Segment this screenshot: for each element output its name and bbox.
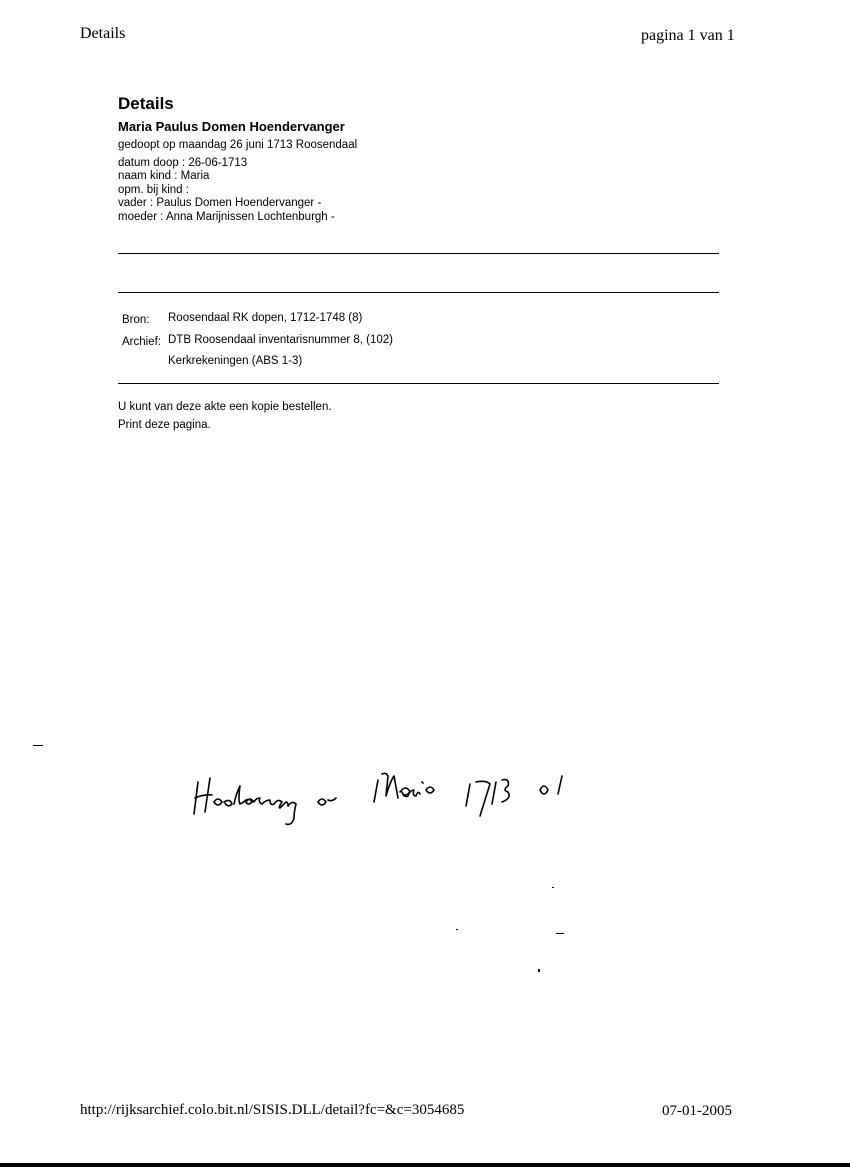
scan-speck [456, 929, 458, 930]
field-baptism-date: datum doop : 26-06-1713 [118, 156, 248, 169]
field-mother: moeder : Anna Marijnissen Lochtenburgh - [118, 210, 335, 223]
baptism-summary: gedoopt op maandag 26 juni 1713 Roosendaal [118, 139, 358, 151]
scan-speck [33, 745, 43, 746]
record-fields [118, 157, 720, 225]
print-footer-date: 07-01-2005 [662, 1103, 732, 1119]
source-label: Bron: [122, 314, 150, 326]
scan-speck [538, 969, 540, 972]
archive-label: Archief: [122, 336, 161, 348]
action-links [118, 398, 332, 434]
scan-speck [552, 887, 554, 888]
scan-speck [556, 933, 564, 934]
field-child-name: naam kind : Maria [118, 170, 210, 182]
handwritten-annotation [190, 762, 590, 832]
field-child-remark: opm. bij kind : [118, 183, 189, 196]
field-father: vader : Paulus Domen Hoendervanger - [118, 197, 322, 209]
divider [118, 253, 719, 254]
scan-edge [0, 1163, 850, 1167]
page-title: Details [118, 94, 174, 113]
print-header-page-number: pagina 1 van 1 [641, 27, 735, 44]
record-details [118, 93, 720, 224]
source-value: Roosendaal RK dopen, 1712-1748 (8) [168, 312, 363, 324]
divider [118, 383, 719, 384]
record-name: Maria Paulus Domen Hoendervanger [118, 119, 345, 134]
divider [118, 292, 719, 293]
print-footer-url: http://rijksarchief.colo.bit.nl/SISIS.DLL/detail?fc=&c=3054685 [80, 1102, 465, 1118]
print-page-link[interactable]: Print deze pagina. [118, 419, 211, 431]
order-copy-link[interactable]: U kunt van deze akte een kopie bestellen. [118, 401, 332, 413]
archive-value: DTB Roosendaal inventarisnummer 8, (102) [168, 334, 393, 346]
archive-value-2: Kerkrekeningen (ABS 1-3) [168, 355, 303, 367]
print-header-title: Details [80, 25, 126, 42]
